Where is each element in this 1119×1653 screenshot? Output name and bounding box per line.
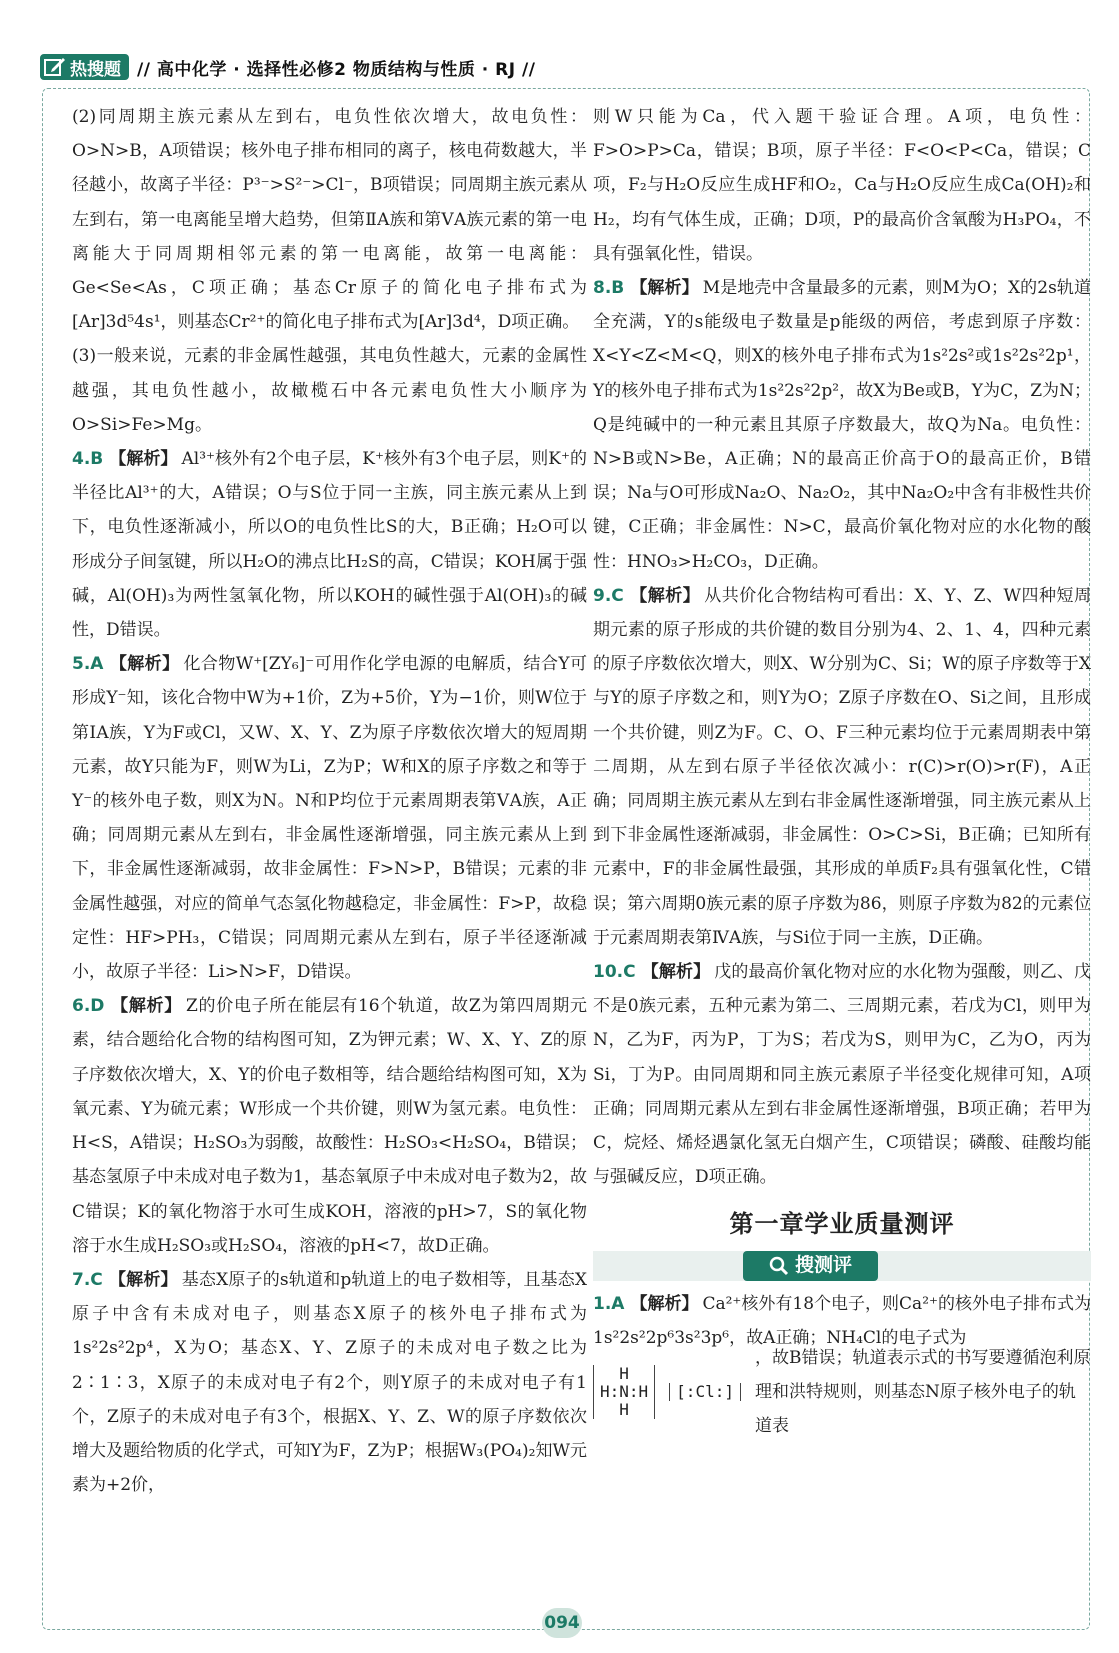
q5-tag: 【解析】 <box>109 654 180 675</box>
series-title: // 高中化学 · 选择性必修2 物质结构与性质 · RJ // <box>137 59 536 80</box>
q7-tag: 【解析】 <box>108 1269 178 1290</box>
answer-q9 <box>593 579 1091 955</box>
q9-number: 9.C <box>593 585 624 606</box>
q9-text: 从共价化合物结构可看出：X、Y、Z、W四种短周期元素的原子形成的共价键的数目分别为4、2、1、4，四种元素的原子序数依次增大，则X、W分别为C、Si；W的原子序数等于X与Y的原子序数之和，则Y为O；Z原子序数在O、Si之间，且形成一个共价键，则Z为F。C、O、F三种元素均位于元素周期表中第二周期，从左到右原子半径依次减小：r(C)>r(O)>r(F)，A正确；同周期主族元素从左到右非金属性逐渐增强，同主族元素从上到下非金属性逐渐减弱，非金属性：O>C>Si，B正确；已知所有元素中，F的非金属性最强，其形成的单质F₂具有强氧化性，C错误；第六周期0族元素的原子序数为86，则原子序数为82的元素位于元素周期表第ⅣA族，与Si位于同一主族，D正确。 <box>593 585 1091 948</box>
q6-text: Z的价电子所在能层有16个轨道，故Z为第四周期元素，结合题给化合物的结构图可知，Z为钾元素；W、X、Y、Z的原子序数依次增大，X、Y的价电子数相等，结合题给结构图可知，X为氧元素、Y为硫元素；W形成一个共价键，则W为氢元素。电负性：H<S，A错误；H₂SO₃为弱酸，故酸性：H₂SO₃<H₂SO₄，B错误；基态氢原子中未成对电子数为1，基态氧原子中未成对电子数为2，故C错误；K的氧化物溶于水可生成KOH，溶液的pH>7，S的氧化物溶于水生成H₂SO₃或H₂SO₄，溶液的pH<7，故D正确。 <box>72 996 588 1256</box>
lewis-structure <box>593 1347 1091 1437</box>
page-header <box>40 52 535 82</box>
q1-number: 1.A <box>593 1293 625 1314</box>
answer-q8 <box>593 271 1091 579</box>
q4-text: Al³⁺核外有2个电子层，K⁺核外有3个电子层，则K⁺的半径比Al³⁺的大，A错误；O与S位于同一主族，同主族元素从上到下，电负性逐渐减小，所以O的电负性比S的大，B正确；H₂O可以形成分子间氢键，所以H₂O的沸点比H₂S的高，C错误；KOH属于强碱，Al(OH)₃为两性氢氧化物，所以KOH的碱性强于Al(OH)₃的碱性，D错误。 <box>72 449 587 641</box>
answer-paragraph-2: (2)同周期主族元素从左到右，电负性依次增大，故电负性：O>N>B，A项错误；核外电子排布相同的离子，核电荷数越大，半径越小，故离子半径：P³⁻>S²⁻>Cl⁻，B项错误；同周期主族元素从左到右，第一电离能呈增大趋势，但第ⅡA族和第ⅤA族元素的第一电离能大于同周期相邻元素的第一电离能，故第一电离能：Ge<Se<As，C项正确；基态Cr原子的简化电子排布式为[Ar]3d⁵4s¹，则基态Cr²⁺的简化电子排布式为[Ar]3d⁴，D项正确。 <box>72 107 587 333</box>
right-column <box>593 100 1092 1437</box>
section-title: 第一章学业质量测评 <box>729 1209 955 1238</box>
answer-q7-continued: 则W只能为Ca，代入题干验证合理。A项，电负性：F>O>P>Ca，错误；B项，原子半径：F<O<P<Ca，错误；C项，F₂与H₂O反应生成HF和O₂，Ca与H₂O反应生成Ca(OH)₂和H₂，均有气体生成，正确；D项，P的最高价含氧酸为H₃PO₄，不具有强氧化性，错误。 <box>593 107 1091 264</box>
q1-text: Ca²⁺核外有18个电子，则Ca²⁺的核外电子排布式为1s²2s²2p⁶3s²3p⁶，故A正确；NH₄Cl的电子式为 <box>593 1293 1091 1348</box>
q7-text: 基态X原子的s轨道和p轨道上的电子数相等，且基态X原子中含有未成对电子，则基态X原子的核外电子排布式为1s²2s²2p⁴，X为O；基态X、Y、Z原子的未成对电子数之比为2∶1∶3，X原子的未成对电子有2个，则Y原子的未成对电子有1个，Z原子的未成对电子有3个，根据X、Y、Z、W的原子序数依次增大及题给物质的化学式，可知Y为F，Z为P；根据W₃(PO₄)₂知W元素为+2价， <box>72 1269 588 1496</box>
q9-tag: 【解析】 <box>629 585 701 606</box>
q1-tag: 【解析】 <box>630 1293 699 1314</box>
band-label: 搜测评 <box>794 1254 852 1277</box>
answer-q4 <box>72 442 587 647</box>
q4-tag: 【解析】 <box>109 449 178 470</box>
brand-logo <box>40 54 129 80</box>
q8-text: M是地壳中含量最多的元素，则M为O；X的2s轨道全充满，Y的s能级电子数量是p能级的两倍，考虑到原子序数：X<Y<Z<M<Q，则X的核外电子排布式为1s²2s²或1s²2s²2p¹，Y的核外电子排布式为1s²2s²2p²，故X为Be或B，Y为C，Z为N；Q是纯碱中的一种元素且其原子序数最大，故Q为Na。电负性：N>B或N>Be，A正确；N的最高正价高于O的最高正价，B错误；Na与O可形成Na₂O、Na₂O₂，其中Na₂O₂中含有非极性共价键，C正确；非金属性：N>C，最高价氧化物对应的水化物的酸性：HNO₃>H₂CO₃，D正确。 <box>593 278 1091 572</box>
left-column <box>72 100 587 1502</box>
ammonium-lewis: H H:N:H H <box>593 1365 655 1419</box>
q10-text: 戊的最高价氧化物对应的水化物为强酸，则乙、戊不是0族元素，五种元素为第二、三周期元素，若戊为Cl，则甲为N，乙为F，丙为P，丁为S；若戊为S，则甲为C，乙为O，丙为Si，丁为P。由同周期和同主族元素原子半径变化规律可知，A项正确；同周期元素从左到右非金属性逐渐增强，B项正确；若甲为C，烷烃、烯烃遇氯化氢无白烟产生，C项错误；磷酸、硅酸均能与强碱反应，D项正确。 <box>593 962 1092 1188</box>
answer-paragraph-3: (3)一般来说，元素的非金属性越强，其电负性越大，元素的金属性越强，其电负性越小，故橄榄石中各元素电负性大小顺序为 O>Si>Fe>Mg。 <box>72 346 587 435</box>
search-icon <box>769 1256 789 1276</box>
answer-q10 <box>593 955 1091 1194</box>
q5-number: 5.A <box>72 654 104 675</box>
q8-number: 8.B <box>593 278 625 299</box>
pencil-note-icon <box>44 57 66 77</box>
q6-tag: 【解析】 <box>110 996 182 1017</box>
q8-tag: 【解析】 <box>630 278 699 299</box>
q1-text-continued: ，故B错误；轨道表示式的书写要遵循泡利原理和洪特规则，则基态N原子核外电子的轨道表 <box>754 1347 1091 1437</box>
band-pill <box>743 1251 878 1281</box>
answer-q6 <box>72 989 587 1263</box>
page-number: 094 <box>542 1608 582 1638</box>
answer-q7 <box>72 1263 587 1502</box>
q10-number: 10.C <box>593 962 636 983</box>
q6-number: 6.D <box>72 996 105 1017</box>
q7-number: 7.C <box>72 1269 103 1290</box>
q5-text: 化合物W⁺[ZY₆]⁻可用作化学电源的电解质，结合Y可形成Y⁻知，该化合物中W为+1价，Z为+5价，Y为−1价，则W位于第ⅠA族，Y为F或Cl，又W、X、Y、Z为原子序数依次增大的短周期元素，故Y只能为F，则W为Li，Z为P；W和X的原子序数之和等于Y⁻的核外电子数，则X为N。N和P均位于元素周期表第ⅤA族，A正确；同周期元素从左到右，非金属性逐渐增强，同主族元素从上到下，非金属性逐渐减弱，故非金属性：F>N>P，B错误；元素的非金属性越强，对应的简单气态氢化物越稳定，非金属性：F>P，故稳定性：HF>PH₃，C错误；同周期元素从左到右，原子半径逐渐减小，故原子半径：Li>N>F，D错误。 <box>72 654 587 983</box>
q4-number: 4.B <box>72 449 104 470</box>
section-band <box>593 1251 1091 1281</box>
chloride-lewis: [:Cl:] <box>669 1383 741 1401</box>
answer-q5 <box>72 647 587 989</box>
q10-tag: 【解析】 <box>641 962 711 983</box>
logo-text: 热搜题 <box>70 59 121 80</box>
